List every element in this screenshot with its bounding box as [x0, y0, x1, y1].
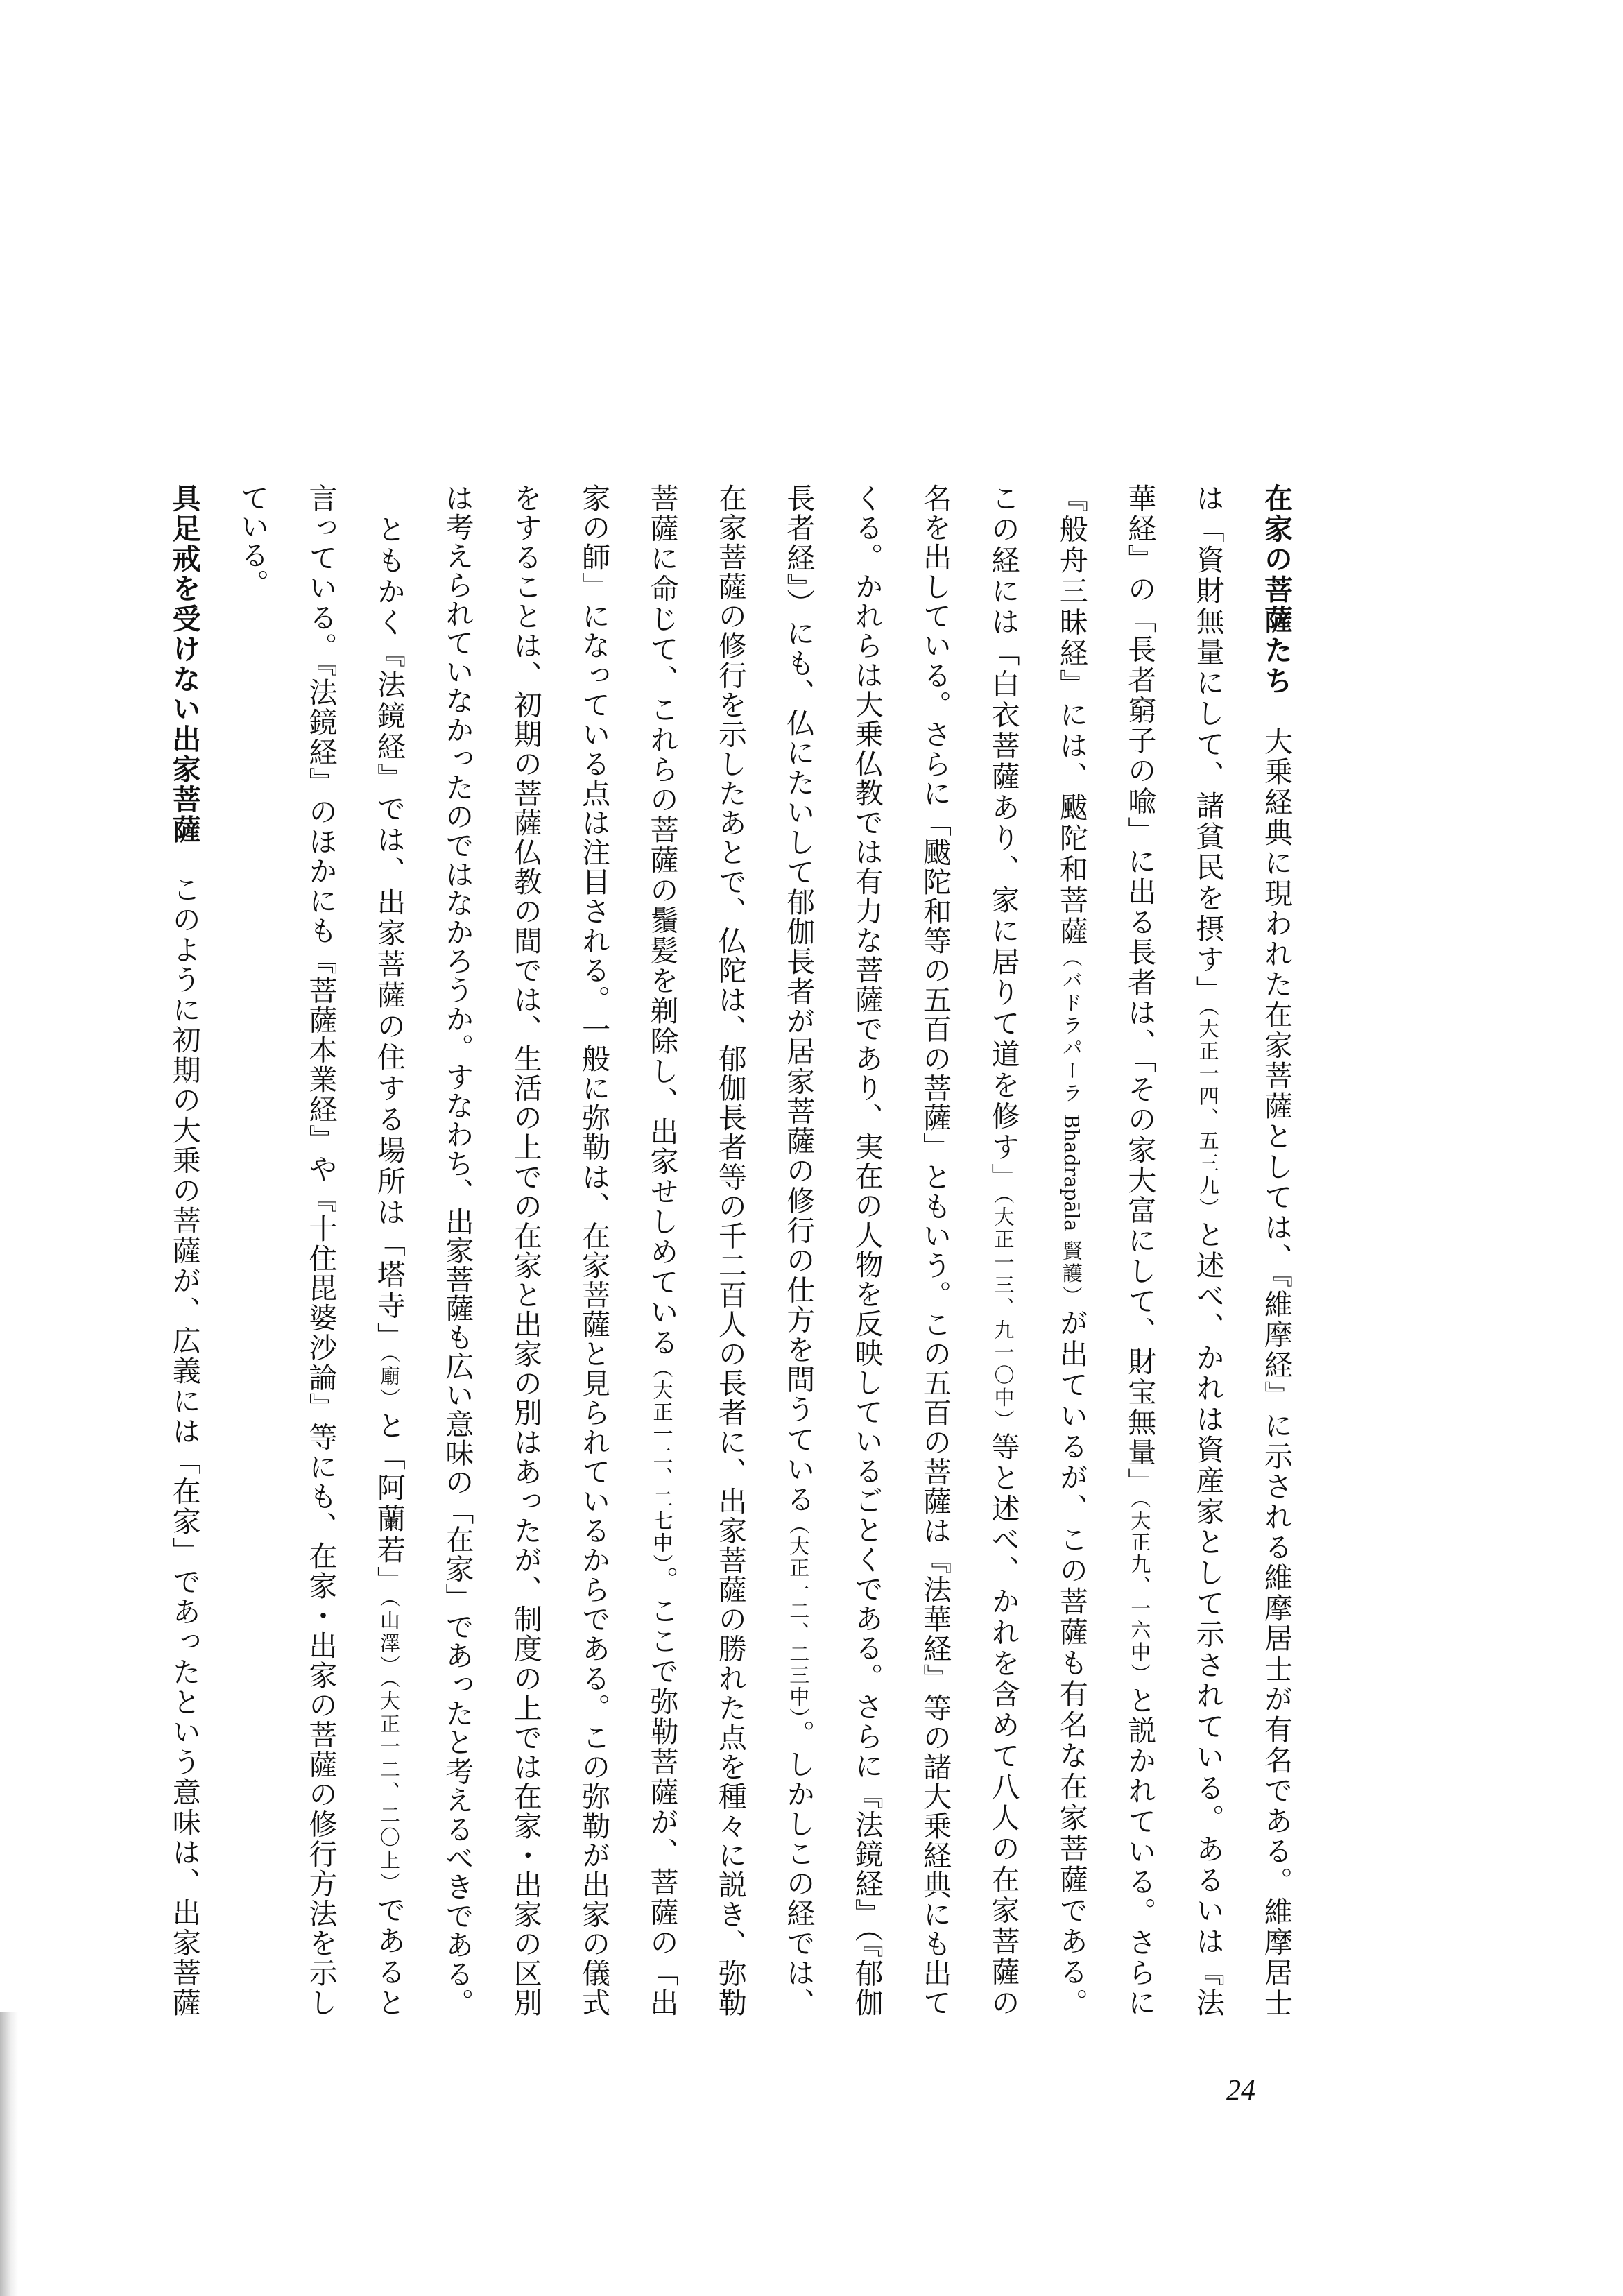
citation-note: （大正一四、五三九）: [1196, 1006, 1220, 1220]
text-line: [355, 483, 423, 2016]
body-text: 家の師」になっている点は注目される。一般に弥勒は、在家菩薩と見られているからである。この弥勒が出家の儀式: [577, 483, 611, 2016]
text-column: [969, 483, 1037, 2016]
text-line: [218, 483, 286, 2016]
text-column: [1174, 483, 1242, 2016]
body-text: この経には「白衣菩薩あり、家に居りて道を修す」: [986, 483, 1020, 1194]
text-line: [286, 483, 354, 2016]
body-text: 。ここで弥勒菩薩が、菩薩の「出: [645, 1566, 679, 2017]
body-text: 等と述べ、かれを含めて八人の在家菩薩の: [986, 1432, 1020, 2017]
text-column: [423, 483, 491, 2016]
citation-note: （山澤）: [377, 1597, 401, 1678]
text-line: [696, 483, 764, 2016]
body-text: 長者経』）にも、仏にたいして郁伽長者が居家菩薩の修行の仕方を問うている: [782, 483, 816, 1514]
body-text: が出ているが、この菩薩も有名な在家菩薩である。: [1054, 1308, 1088, 2016]
citation-note: （バドラパーラ Bhadrapāla 賢護）: [1059, 947, 1083, 1308]
text-line: [901, 483, 969, 2016]
body-text: 言っている。『法鏡経』のほかにも『菩薩本業経』や『十住毘婆沙論』等にも、在家・出家の菩薩の修行方法を示し: [304, 483, 338, 2017]
text-column: [764, 483, 832, 2016]
citation-note: （大正一二、二三中）: [787, 1514, 811, 1720]
text-line: [423, 483, 491, 2016]
text-column: [832, 483, 900, 2016]
body-text: と説かれている。さらに: [1123, 1685, 1157, 2017]
text-line: [491, 483, 559, 2016]
body-text: 大乗経典に現われた在家菩薩としては、『維摩経』に示される維摩居士が有名である。維摩居士: [1260, 696, 1293, 2017]
text-column: [150, 483, 218, 2016]
scan-edge-shadow: [0, 2012, 18, 2296]
text-column: [628, 483, 696, 2016]
body-text: は「資財無量にして、諸貧民を摂す」: [1191, 483, 1225, 1006]
body-text: ている。: [236, 483, 270, 597]
text-column: [491, 483, 559, 2016]
citation-note: （大正一二、二七中）: [650, 1357, 674, 1566]
text-line: [1037, 483, 1105, 2016]
page-number: 24: [1226, 2075, 1255, 2107]
text-column: [218, 483, 286, 2016]
text-column: [1037, 483, 1105, 2016]
text-column: [560, 483, 628, 2016]
citation-note: （大正一三、九一〇中）: [991, 1194, 1015, 1432]
text-column: [1242, 483, 1310, 2016]
text-column: [696, 483, 764, 2016]
citation-note: （大正九、一六中）: [1128, 1498, 1152, 1686]
text-column: [1106, 483, 1174, 2016]
body-text: 名を出している。さらに「颰陀和等の五百の菩薩」ともいう。この五百の菩薩は『法華経』等の諸大乗経典にも出て: [918, 483, 952, 2016]
text-line: [764, 483, 832, 2016]
body-text: をすることは、初期の菩薩仏教の間では、生活の上での在家と出家の別はあったが、制度の上では在家・出家の区別: [508, 483, 542, 2016]
text-column: [901, 483, 969, 2016]
body-text: と「阿蘭若」: [372, 1410, 406, 1597]
text-line: [1106, 483, 1174, 2016]
text-line: [969, 483, 1037, 2016]
body-text: ともかく『法鏡経』では、出家菩薩の住する場所は「塔寺」: [372, 483, 406, 1353]
body-text: くる。かれらは大乗仏教では有力な菩薩であり、実在の人物を反映しているごとくである。さらに『法鏡経』（『郁伽: [850, 483, 884, 2016]
section-heading: 具足戒を受けない出家菩薩: [167, 483, 201, 845]
body-text: 華経』の「長者窮子の喩」に出る長者は、「その家大富にして、財宝無量」: [1123, 483, 1157, 1498]
body-text: 菩薩に命じて、これらの菩薩の鬚髪を剃除し、出家せしめている: [645, 483, 679, 1358]
body-text: は考えられていなかったのではなかろうか。すなわち、出家菩薩も広い意味の「在家」であったと考えるべきである。: [440, 483, 474, 2017]
citation-note: （大正一二、二〇上）: [377, 1677, 401, 1895]
text-line: [1242, 483, 1310, 2016]
body-text: 。しかしこの経では、: [782, 1719, 816, 2017]
body-text: と述べ、かれは資産家として示されている。あるいは『法: [1191, 1219, 1225, 2017]
text-line: [832, 483, 900, 2016]
body-text: 『般舟三昧経』には、颰陀和菩薩: [1054, 483, 1088, 948]
body-text: このように初期の大乗の菩薩が、広義には「在家」であったという意味は、出家菩薩: [167, 844, 201, 2017]
text-column: [355, 483, 423, 2016]
text-line: [628, 483, 696, 2016]
citation-note: （廟）: [377, 1353, 401, 1411]
text-line: [150, 483, 218, 2016]
text-column: [286, 483, 354, 2016]
text-line: [1174, 483, 1242, 2016]
body-text: 在家菩薩の修行を示したあとで、仏陀は、郁伽長者等の千二百人の長者に、出家菩薩の勝れた点を種々に説き、弥勒: [713, 483, 747, 2017]
vertical-text-body: [150, 483, 1310, 2016]
body-text: であると: [372, 1894, 406, 2016]
section-heading: 在家の菩薩たち: [1260, 483, 1293, 696]
text-line: [560, 483, 628, 2016]
